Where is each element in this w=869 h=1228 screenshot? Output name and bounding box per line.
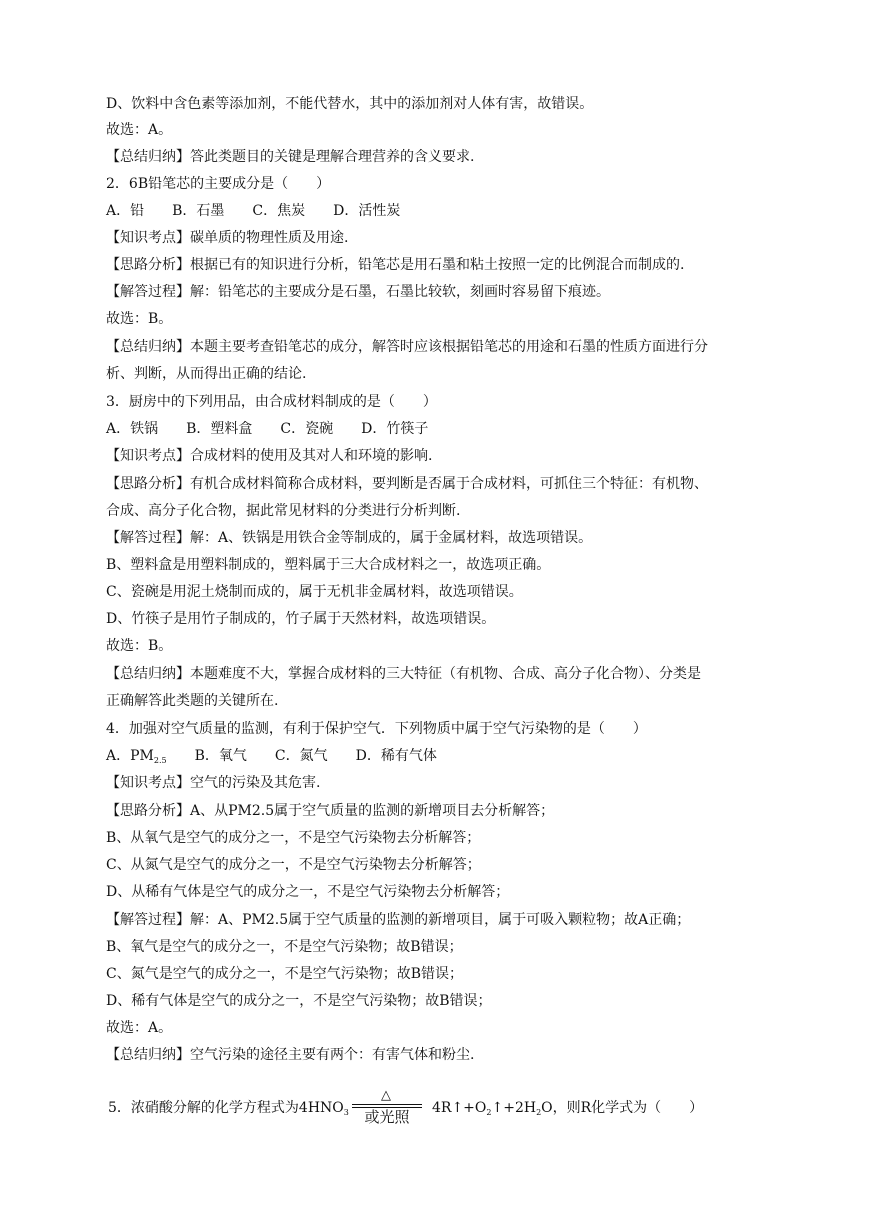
- text-line: 【思路分析】根据已有的知识进行分析，铅笔芯是用石墨和粘土按照一定的比例混合而制成的.: [106, 257, 685, 273]
- equation-prefix: 5．浓硝酸分解的化学方程式为$4HNO_3$: [108, 1100, 349, 1117]
- question-4-options: [106, 746, 437, 766]
- text-line: 【思路分析】有机合成材料简称合成材料，要判断是否属于合成材料，可抓住三个特征：有机物、: [106, 476, 708, 492]
- text-line: D、从稀有气体是空气的成分之一，不是空气污染物去分析解答；: [106, 884, 510, 900]
- heat-triangle-icon: △: [381, 1088, 391, 1103]
- text-line: 【解答过程】解：A、PM2.5属于空气质量的监测的新增项目，属于可吸入颗粒物；故A正确；: [106, 912, 691, 928]
- text-line: 【思路分析】A、从PM2.5属于空气质量的监测的新增项目去分析解答；: [106, 803, 555, 819]
- question-4-stem: 4．加强对空气质量的监测，有利于保护空气．下列物质中属于空气污染物的是（ ）: [106, 721, 647, 737]
- text-line: 【知识考点】合成材料的使用及其对人和环境的影响.: [106, 448, 433, 464]
- text-line: 【总结归纳】答此类题目的关键是理解合理营养的含义要求.: [106, 149, 475, 165]
- text-line: B、氧气是空气的成分之一，不是空气污染物；故B错误；: [106, 939, 463, 955]
- question-2-stem: 2．6B铅笔芯的主要成分是（ ）: [106, 176, 331, 192]
- text-line: C、从氮气是空气的成分之一，不是空气污染物去分析解答；: [106, 857, 481, 873]
- option-a-text: A．PM: [106, 748, 154, 764]
- question-3-options: A．铁锅 B．塑料盒 C．瓷碗 D．竹筷子: [106, 421, 429, 437]
- text-line: C、氮气是空气的成分之一，不是空气污染物；故B错误；: [106, 966, 463, 982]
- equals-line-top: [352, 1104, 422, 1105]
- text-line: 析、判断，从而得出正确的结论.: [106, 366, 307, 382]
- text-line: 【解答过程】解：铅笔芯的主要成分是石墨，石墨比较软，刻画时容易留下痕迹。: [106, 284, 610, 300]
- question-2-options: A．铅 B．石墨 C．焦炭 D．活性炭: [106, 203, 401, 219]
- equation-products: $4R↑+O_2↑+2H_2O$，则R化学式为（ ）: [432, 1100, 704, 1117]
- text-line: 故选：B。: [106, 638, 173, 654]
- text-line: 故选：A。: [106, 122, 173, 138]
- options-rest: B．氧气 C．氮气 D．稀有气体: [166, 748, 437, 764]
- text-line: 【知识考点】碳单质的物理性质及用途.: [106, 230, 349, 246]
- text-line: 【解答过程】解：A、铁锅是用铁合金等制成的，属于金属材料，故选项错误。: [106, 530, 593, 546]
- text-line: D、饮料中含色素等添加剂，不能代替水，其中的添加剂对人体有害，故错误。: [106, 96, 594, 112]
- text-line: 【总结归纳】空气污染的途径主要有两个：有害气体和粉尘.: [106, 1047, 475, 1063]
- question-3-stem: 3．厨房中的下列用品，由合成材料制成的是（ ）: [106, 394, 437, 410]
- text-line: 故选：B。: [106, 311, 173, 327]
- option-a-subscript: 2.5: [153, 756, 167, 765]
- text-line: 正确解答此类题的关键所在.: [106, 693, 279, 709]
- text-line: 【知识考点】空气的污染及其危害.: [106, 775, 321, 791]
- text-line: 合成、高分子化合物，据此常见材料的分类进行分析判断.: [106, 503, 461, 519]
- condition-text: 或光照: [364, 1108, 410, 1126]
- reaction-condition: [352, 1090, 422, 1128]
- text-line: D、稀有气体是空气的成分之一，不是空气污染物；故B错误；: [106, 993, 492, 1009]
- text-line: B、塑料盒是用塑料制成的，塑料属于三大合成材料之一，故选项正确。: [106, 557, 551, 573]
- text-line: B、从氧气是空气的成分之一，不是空气污染物去分析解答；: [106, 830, 481, 846]
- text-line: C、瓷碗是用泥土烧制而成的，属于无机非金属材料，故选项错误。: [106, 584, 523, 600]
- text-line: D、竹筷子是用竹子制成的，竹子属于天然材料，故选项错误。: [106, 611, 496, 627]
- text-line: 【总结归纳】本题主要考查铅笔芯的成分，解答时应该根据铅笔芯的用途和石墨的性质方面进行分: [106, 339, 708, 355]
- text-line: 【总结归纳】本题难度不大，掌握合成材料的三大特征（有机物、合成、高分子化合物）、分类是: [106, 666, 701, 682]
- text-line: 故选：A。: [106, 1020, 173, 1036]
